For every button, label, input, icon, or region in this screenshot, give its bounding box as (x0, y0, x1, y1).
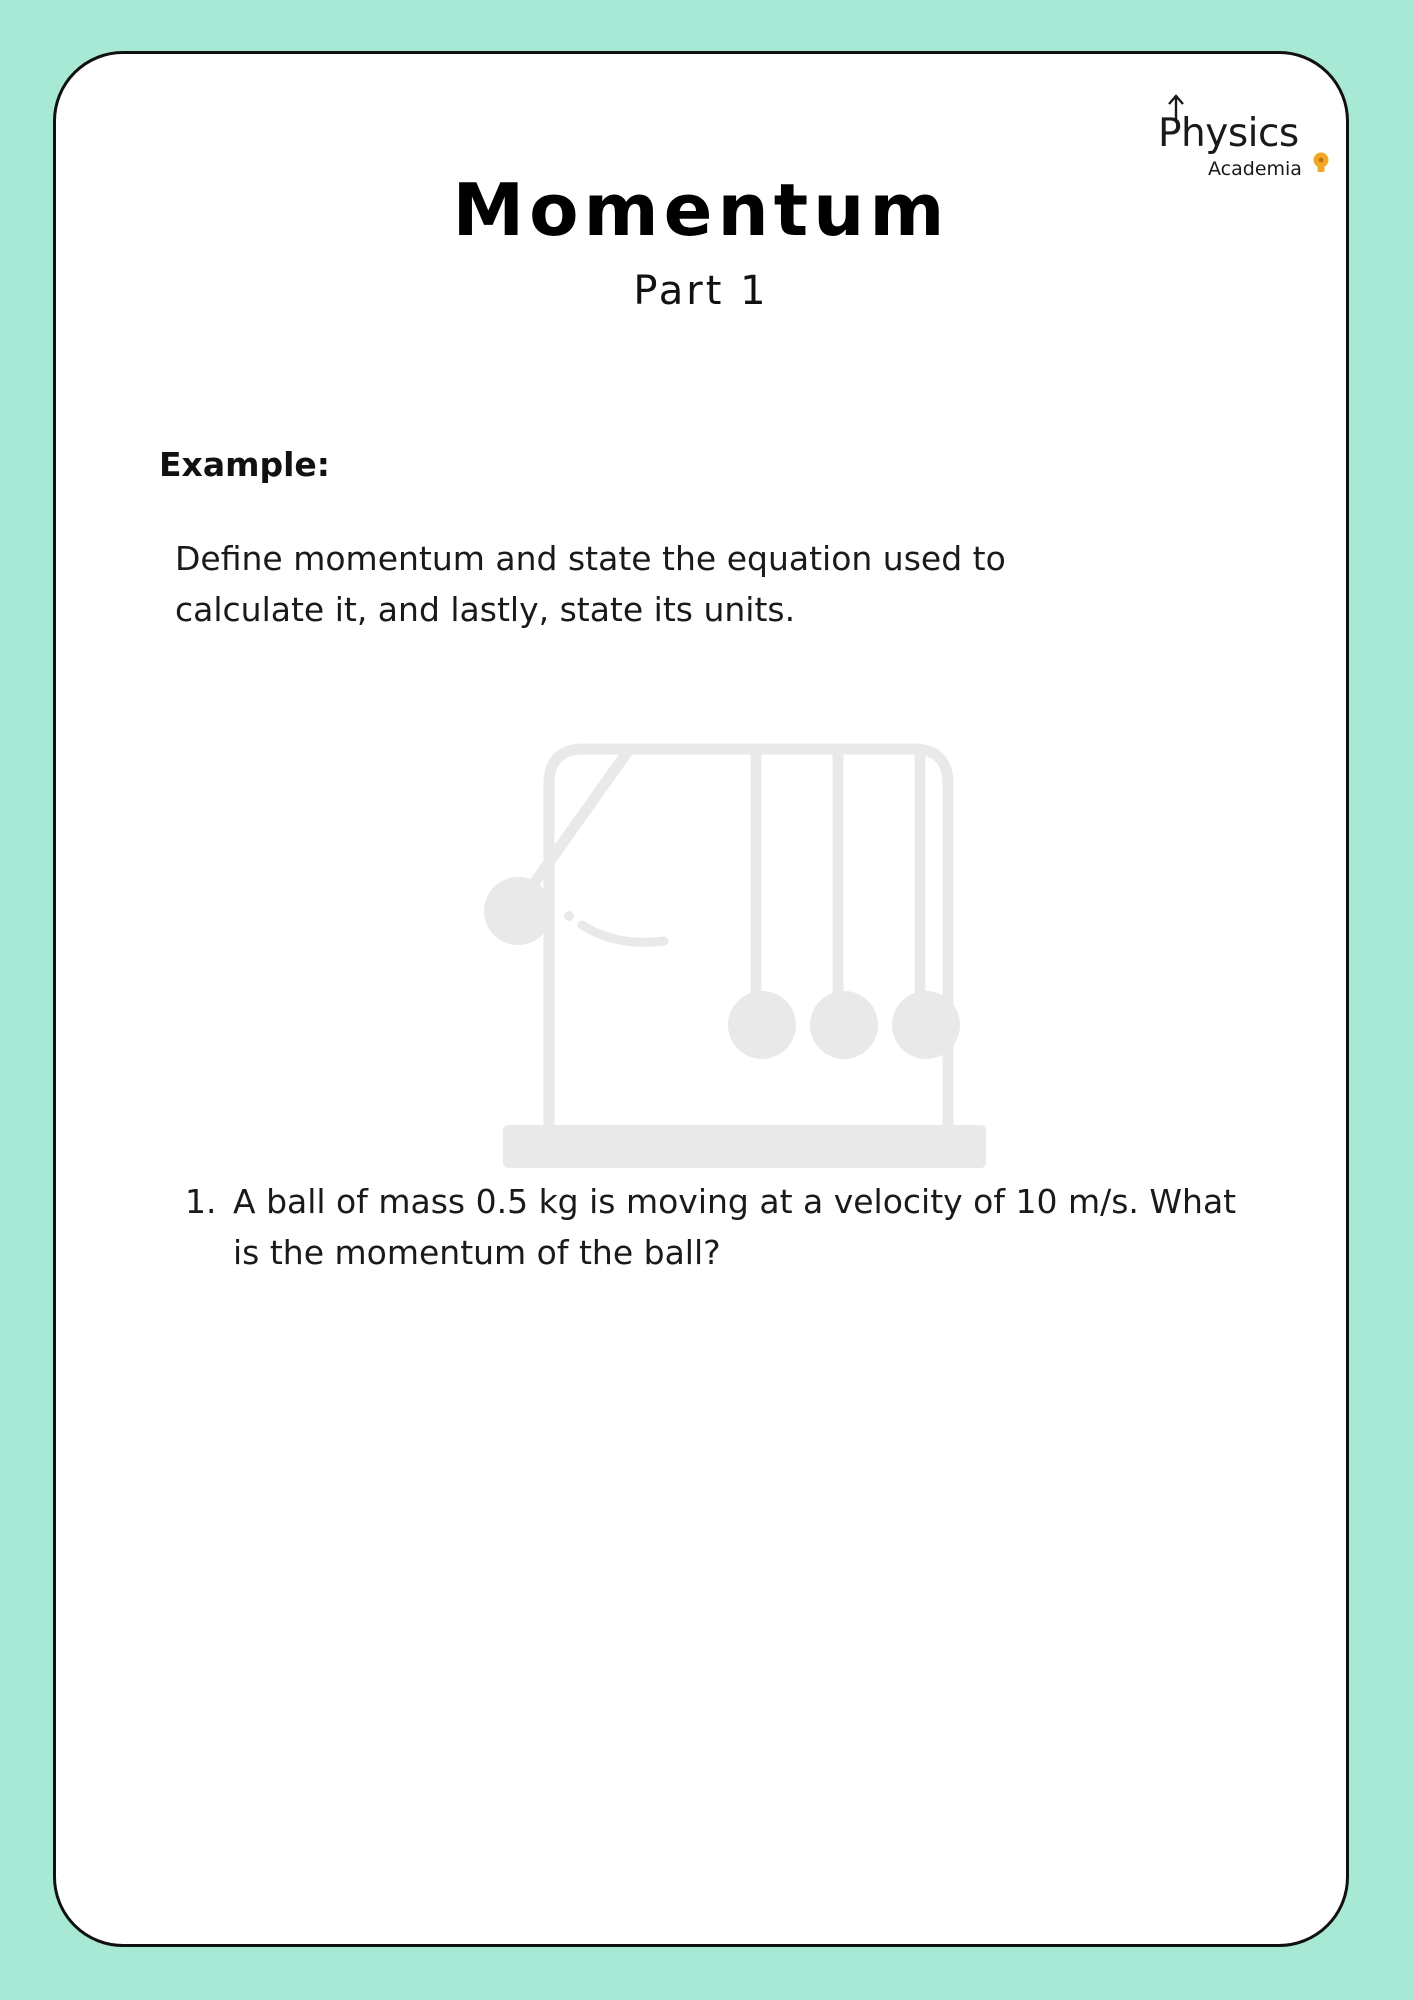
physics-academia-logo (1096, 72, 1331, 182)
cradle-ball-2 (728, 991, 796, 1059)
page-title: Momentum (452, 168, 950, 252)
cradle-motion-dot (564, 911, 574, 921)
example-prompt: Define momentum and state the equation used to calculate it, and lastly, state its units. (175, 539, 1006, 629)
cradle-motion-arc (582, 925, 664, 942)
cradle-ball-3 (810, 991, 878, 1059)
example-label: Example: (159, 445, 330, 484)
cradle-ball-4 (892, 991, 960, 1059)
cradle-base (503, 1125, 986, 1168)
logo-wordmark: Physics (1158, 111, 1299, 156)
question-item (185, 1176, 1265, 1278)
cradle-string-swinging (523, 751, 628, 899)
question-number: 1. (185, 1182, 217, 1221)
lightbulb-icon (1312, 152, 1330, 174)
page-subtitle: Part 1 (633, 268, 769, 314)
question-text: A ball of mass 0.5 kg is moving at a velocity of 10 m/s. What is the momentum of the ball? (233, 1182, 1237, 1272)
cradle-ball-swinging (484, 877, 552, 945)
worksheet-card (53, 51, 1349, 1947)
logo-subword: Academia (1208, 158, 1302, 180)
newtons-cradle-icon (426, 689, 1026, 1179)
